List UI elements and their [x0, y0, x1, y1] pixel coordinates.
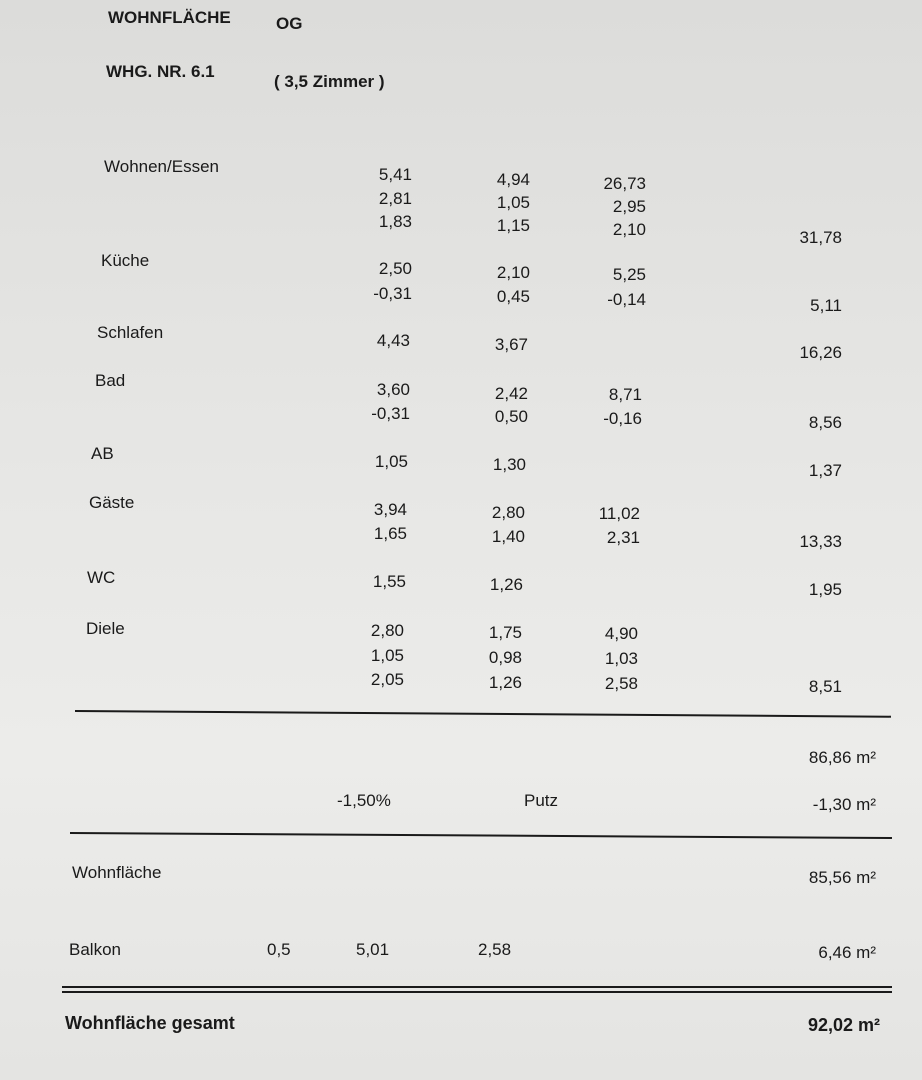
room-width: 1,40	[491, 527, 525, 546]
room-name: AB	[91, 444, 114, 463]
room-total: 5,11	[810, 296, 842, 315]
room-total: 16,26	[799, 343, 842, 362]
room-length: -0,31	[373, 284, 412, 303]
room-area: 5,25	[612, 265, 646, 284]
room-name: Gäste	[89, 493, 135, 512]
room-name: Schlafen	[97, 323, 164, 342]
room-width: 1,05	[496, 193, 530, 212]
room-total: 8,51	[808, 677, 842, 696]
room-width: 0,50	[494, 407, 528, 426]
room-total: 8,56	[808, 413, 842, 432]
apartment-number: WHG. NR. 6.1	[106, 62, 215, 81]
room-total: 1,37	[808, 461, 842, 480]
room-width: 2,42	[494, 384, 528, 403]
room-length: -0,31	[371, 404, 410, 423]
subtotal-value: 86,86 m²	[808, 748, 876, 767]
doc-title: WOHNFLÄCHE	[108, 8, 231, 27]
divider-line	[70, 832, 892, 839]
room-length: 1,65	[373, 524, 407, 543]
deduction-label: Putz	[524, 791, 559, 810]
room-length: 2,81	[378, 189, 412, 208]
wohnflaeche-value: 85,56 m²	[808, 868, 876, 887]
room-total: 13,33	[799, 532, 842, 551]
room-total: 31,78	[799, 228, 842, 247]
total-label: Wohnfläche gesamt	[65, 1013, 235, 1033]
divider-double-bottom	[62, 991, 892, 993]
room-width: 4,94	[496, 170, 530, 189]
room-length: 2,80	[370, 621, 404, 640]
room-width: 1,75	[488, 623, 522, 642]
wohnflaeche-label: Wohnfläche	[72, 863, 162, 882]
balkon-width: 5,01	[356, 940, 390, 959]
room-area: -0,14	[607, 290, 646, 309]
room-area: 2,10	[612, 220, 646, 239]
room-width: 0,45	[496, 287, 530, 306]
room-name: Küche	[101, 251, 150, 270]
room-area: 4,90	[604, 624, 638, 643]
room-width: 0,98	[488, 648, 522, 667]
balkon-label: Balkon	[69, 940, 121, 959]
room-total: 1,95	[808, 580, 842, 599]
room-area: -0,16	[603, 409, 642, 428]
rooms-note: ( 3,5 Zimmer )	[274, 72, 385, 91]
balkon-factor: 0,5	[267, 940, 291, 959]
room-width: 1,26	[488, 673, 522, 692]
room-area: 2,58	[604, 674, 638, 693]
room-length: 1,55	[372, 572, 406, 591]
room-area: 1,03	[604, 649, 638, 668]
total-value: 92,02 m²	[807, 1015, 880, 1035]
room-width: 2,80	[491, 503, 525, 522]
room-area: 8,71	[608, 385, 642, 404]
room-length: 2,50	[378, 259, 412, 278]
room-length: 3,60	[376, 380, 410, 399]
deduction-value: -1,30 m²	[812, 795, 876, 814]
room-length: 1,05	[370, 646, 404, 665]
room-name: Wohnen/Essen	[104, 157, 219, 176]
room-length: 1,83	[378, 212, 412, 231]
balkon-depth: 2,58	[478, 940, 512, 959]
room-width: 1,26	[489, 575, 523, 594]
floor-label: OG	[276, 14, 303, 33]
room-area: 2,95	[612, 197, 646, 216]
room-width: 2,10	[496, 263, 530, 282]
room-width: 1,15	[496, 216, 530, 235]
balkon-value: 6,46 m²	[818, 943, 876, 962]
room-area: 2,31	[606, 528, 640, 547]
room-length: 5,41	[378, 165, 412, 184]
room-length: 4,43	[376, 331, 410, 350]
divider-line	[75, 710, 891, 718]
room-name: Diele	[86, 619, 125, 638]
room-area: 26,73	[603, 174, 646, 193]
room-area: 11,02	[598, 504, 640, 523]
room-name: Bad	[95, 371, 126, 390]
room-width: 3,67	[494, 335, 528, 354]
deduction-percent: -1,50%	[337, 791, 391, 810]
room-length: 2,05	[370, 670, 404, 689]
room-width: 1,30	[492, 455, 526, 474]
divider-double-top	[62, 986, 892, 988]
room-length: 1,05	[374, 452, 408, 471]
room-name: WC	[87, 568, 116, 587]
room-length: 3,94	[373, 500, 407, 519]
